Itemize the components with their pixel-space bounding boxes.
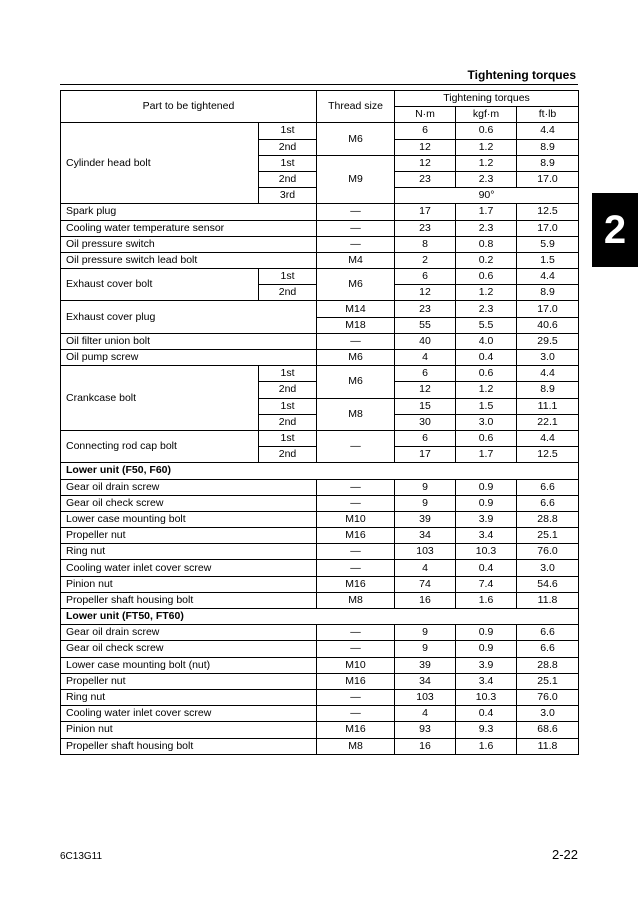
document-code: 6C13G11 [60, 851, 103, 862]
nm-cell: 55 [395, 317, 456, 333]
section-heading: Lower unit (FT50, FT60) [61, 609, 579, 625]
table-row [61, 269, 579, 285]
part-name: Oil pressure switch lead bolt [61, 252, 317, 268]
table-row [61, 511, 579, 527]
nm-cell: 6 [395, 123, 456, 139]
ftlb-cell: 12.5 [517, 204, 579, 220]
nm-cell: 39 [395, 511, 456, 527]
kgfm-cell: 0.9 [456, 495, 517, 511]
nm-cell: 4 [395, 560, 456, 576]
nm-cell: 16 [395, 738, 456, 754]
part-name: Spark plug [61, 204, 317, 220]
part-name: Cooling water inlet cover screw [61, 560, 317, 576]
nm-cell: 23 [395, 301, 456, 317]
part-name: Connecting rod cap bolt [61, 430, 259, 462]
table-row [61, 738, 579, 754]
table-row [61, 366, 579, 382]
part-name: Propeller nut [61, 528, 317, 544]
part-name: Pinion nut [61, 722, 317, 738]
thread-cell: M6 [317, 269, 395, 301]
kgfm-cell: 0.2 [456, 252, 517, 268]
table-row [61, 722, 579, 738]
table-row [61, 544, 579, 560]
step-cell: 1st [259, 269, 317, 285]
step-cell: 2nd [259, 447, 317, 463]
ftlb-cell: 3.0 [517, 560, 579, 576]
kgfm-cell: 3.9 [456, 657, 517, 673]
part-name: Exhaust cover plug [61, 301, 317, 333]
step-cell: 1st [259, 155, 317, 171]
kgfm-cell: 0.4 [456, 560, 517, 576]
kgfm-cell: 3.4 [456, 528, 517, 544]
ftlb-cell: 68.6 [517, 722, 579, 738]
kgfm-cell: 0.4 [456, 350, 517, 366]
nm-cell: 30 [395, 414, 456, 430]
header-rule [60, 84, 578, 85]
kgfm-cell: 3.4 [456, 673, 517, 689]
thread-cell: — [317, 236, 395, 252]
part-name: Lower case mounting bolt (nut) [61, 657, 317, 673]
header-unit-ftlb: ft·lb [517, 107, 579, 123]
nm-cell: 6 [395, 269, 456, 285]
ftlb-cell: 3.0 [517, 706, 579, 722]
header-tightening-torques: Tightening torques [395, 91, 579, 107]
table-row [61, 706, 579, 722]
header-unit-kgfm: kgf·m [456, 107, 517, 123]
angle-cell: 90° [395, 188, 579, 204]
ftlb-cell: 6.6 [517, 495, 579, 511]
part-name: Gear oil drain screw [61, 479, 317, 495]
kgfm-cell: 1.2 [456, 155, 517, 171]
kgfm-cell: 2.3 [456, 171, 517, 187]
ftlb-cell: 8.9 [517, 285, 579, 301]
kgfm-cell: 0.6 [456, 366, 517, 382]
header-part: Part to be tightened [61, 91, 317, 123]
part-name: Cooling water temperature sensor [61, 220, 317, 236]
header-unit-nm: N·m [395, 107, 456, 123]
ftlb-cell: 5.9 [517, 236, 579, 252]
step-cell: 1st [259, 430, 317, 446]
header-thread-size: Thread size [317, 91, 395, 123]
nm-cell: 12 [395, 155, 456, 171]
step-cell: 2nd [259, 414, 317, 430]
part-name: Propeller nut [61, 673, 317, 689]
ftlb-cell: 8.9 [517, 155, 579, 171]
table-row [61, 673, 579, 689]
nm-cell: 23 [395, 171, 456, 187]
thread-cell: — [317, 430, 395, 462]
step-cell: 3rd [259, 188, 317, 204]
thread-cell: M9 [317, 155, 395, 204]
part-name: Cylinder head bolt [61, 123, 259, 204]
ftlb-cell: 29.5 [517, 333, 579, 349]
nm-cell: 39 [395, 657, 456, 673]
thread-cell: M6 [317, 350, 395, 366]
table-row [61, 430, 579, 446]
step-cell: 2nd [259, 285, 317, 301]
nm-cell: 9 [395, 479, 456, 495]
page-header-title: Tightening torques [467, 68, 576, 82]
part-name: Ring nut [61, 689, 317, 705]
nm-cell: 9 [395, 625, 456, 641]
thread-cell: M4 [317, 252, 395, 268]
kgfm-cell: 1.2 [456, 382, 517, 398]
ftlb-cell: 54.6 [517, 576, 579, 592]
ftlb-cell: 11.8 [517, 592, 579, 608]
ftlb-cell: 22.1 [517, 414, 579, 430]
table-row [61, 560, 579, 576]
chapter-tab: 2 [592, 193, 638, 267]
ftlb-cell: 4.4 [517, 366, 579, 382]
ftlb-cell: 28.8 [517, 511, 579, 527]
part-name: Oil pump screw [61, 350, 317, 366]
kgfm-cell: 4.0 [456, 333, 517, 349]
part-name: Oil filter union bolt [61, 333, 317, 349]
nm-cell: 2 [395, 252, 456, 268]
table-row [61, 641, 579, 657]
kgfm-cell: 1.6 [456, 738, 517, 754]
thread-cell: M10 [317, 511, 395, 527]
section-row [61, 609, 579, 625]
nm-cell: 15 [395, 398, 456, 414]
table-row [61, 479, 579, 495]
kgfm-cell: 3.0 [456, 414, 517, 430]
kgfm-cell: 1.7 [456, 447, 517, 463]
thread-cell: M16 [317, 576, 395, 592]
nm-cell: 4 [395, 350, 456, 366]
ftlb-cell: 11.1 [517, 398, 579, 414]
nm-cell: 8 [395, 236, 456, 252]
kgfm-cell: 0.8 [456, 236, 517, 252]
ftlb-cell: 1.5 [517, 252, 579, 268]
step-cell: 1st [259, 366, 317, 382]
part-name: Lower case mounting bolt [61, 511, 317, 527]
thread-cell: — [317, 560, 395, 576]
part-name: Gear oil check screw [61, 641, 317, 657]
step-cell: 2nd [259, 171, 317, 187]
ftlb-cell: 8.9 [517, 139, 579, 155]
table-row [61, 220, 579, 236]
ftlb-cell: 40.6 [517, 317, 579, 333]
kgfm-cell: 3.9 [456, 511, 517, 527]
table-row [61, 528, 579, 544]
thread-cell: M18 [317, 317, 395, 333]
step-cell: 1st [259, 123, 317, 139]
table-row [61, 252, 579, 268]
thread-cell: — [317, 220, 395, 236]
part-name: Ring nut [61, 544, 317, 560]
section-row [61, 463, 579, 479]
kgfm-cell: 1.6 [456, 592, 517, 608]
thread-cell: — [317, 544, 395, 560]
kgfm-cell: 2.3 [456, 301, 517, 317]
thread-cell: M16 [317, 722, 395, 738]
kgfm-cell: 0.4 [456, 706, 517, 722]
kgfm-cell: 10.3 [456, 544, 517, 560]
table-row [61, 236, 579, 252]
nm-cell: 16 [395, 592, 456, 608]
table-row [61, 301, 579, 317]
nm-cell: 74 [395, 576, 456, 592]
ftlb-cell: 12.5 [517, 447, 579, 463]
part-name: Cooling water inlet cover screw [61, 706, 317, 722]
table-row [61, 592, 579, 608]
kgfm-cell: 0.9 [456, 625, 517, 641]
kgfm-cell: 2.3 [456, 220, 517, 236]
nm-cell: 103 [395, 544, 456, 560]
part-name: Propeller shaft housing bolt [61, 592, 317, 608]
step-cell: 1st [259, 398, 317, 414]
thread-cell: — [317, 204, 395, 220]
nm-cell: 93 [395, 722, 456, 738]
thread-cell: M8 [317, 592, 395, 608]
thread-cell: M6 [317, 123, 395, 155]
kgfm-cell: 1.5 [456, 398, 517, 414]
nm-cell: 17 [395, 447, 456, 463]
thread-cell: — [317, 706, 395, 722]
ftlb-cell: 76.0 [517, 689, 579, 705]
thread-cell: — [317, 641, 395, 657]
kgfm-cell: 1.2 [456, 139, 517, 155]
ftlb-cell: 28.8 [517, 657, 579, 673]
nm-cell: 6 [395, 430, 456, 446]
nm-cell: 34 [395, 528, 456, 544]
ftlb-cell: 25.1 [517, 673, 579, 689]
section-heading: Lower unit (F50, F60) [61, 463, 579, 479]
kgfm-cell: 10.3 [456, 689, 517, 705]
part-name: Propeller shaft housing bolt [61, 738, 317, 754]
ftlb-cell: 17.0 [517, 301, 579, 317]
step-cell: 2nd [259, 139, 317, 155]
nm-cell: 34 [395, 673, 456, 689]
ftlb-cell: 11.8 [517, 738, 579, 754]
table-row [61, 333, 579, 349]
ftlb-cell: 17.0 [517, 220, 579, 236]
part-name: Gear oil drain screw [61, 625, 317, 641]
ftlb-cell: 6.6 [517, 641, 579, 657]
table-row [61, 123, 579, 139]
nm-cell: 23 [395, 220, 456, 236]
kgfm-cell: 0.6 [456, 269, 517, 285]
ftlb-cell: 4.4 [517, 269, 579, 285]
step-cell: 2nd [259, 382, 317, 398]
ftlb-cell: 17.0 [517, 171, 579, 187]
thread-cell: — [317, 479, 395, 495]
kgfm-cell: 9.3 [456, 722, 517, 738]
ftlb-cell: 8.9 [517, 382, 579, 398]
torque-table [60, 90, 579, 755]
ftlb-cell: 4.4 [517, 430, 579, 446]
table-row [61, 657, 579, 673]
thread-cell: M14 [317, 301, 395, 317]
thread-cell: — [317, 689, 395, 705]
table-row [61, 625, 579, 641]
part-name: Crankcase bolt [61, 366, 259, 431]
nm-cell: 40 [395, 333, 456, 349]
thread-cell: M16 [317, 528, 395, 544]
nm-cell: 9 [395, 495, 456, 511]
table-row [61, 495, 579, 511]
thread-cell: M8 [317, 738, 395, 754]
thread-cell: — [317, 625, 395, 641]
kgfm-cell: 0.6 [456, 430, 517, 446]
page-number: 2-22 [551, 847, 578, 862]
ftlb-cell: 6.6 [517, 625, 579, 641]
kgfm-cell: 0.9 [456, 479, 517, 495]
nm-cell: 9 [395, 641, 456, 657]
ftlb-cell: 25.1 [517, 528, 579, 544]
thread-cell: — [317, 495, 395, 511]
part-name: Exhaust cover bolt [61, 269, 259, 301]
table-row [61, 576, 579, 592]
table-row [61, 689, 579, 705]
nm-cell: 17 [395, 204, 456, 220]
kgfm-cell: 7.4 [456, 576, 517, 592]
nm-cell: 6 [395, 366, 456, 382]
kgfm-cell: 0.6 [456, 123, 517, 139]
nm-cell: 12 [395, 285, 456, 301]
part-name: Pinion nut [61, 576, 317, 592]
ftlb-cell: 6.6 [517, 479, 579, 495]
thread-cell: M16 [317, 673, 395, 689]
ftlb-cell: 76.0 [517, 544, 579, 560]
ftlb-cell: 4.4 [517, 123, 579, 139]
thread-cell: M6 [317, 366, 395, 398]
nm-cell: 4 [395, 706, 456, 722]
thread-cell: M10 [317, 657, 395, 673]
kgfm-cell: 5.5 [456, 317, 517, 333]
part-name: Gear oil check screw [61, 495, 317, 511]
kgfm-cell: 0.9 [456, 641, 517, 657]
nm-cell: 12 [395, 382, 456, 398]
kgfm-cell: 1.2 [456, 285, 517, 301]
table-row [61, 350, 579, 366]
thread-cell: — [317, 333, 395, 349]
kgfm-cell: 1.7 [456, 204, 517, 220]
nm-cell: 12 [395, 139, 456, 155]
ftlb-cell: 3.0 [517, 350, 579, 366]
table-row [61, 204, 579, 220]
thread-cell: M8 [317, 398, 395, 430]
part-name: Oil pressure switch [61, 236, 317, 252]
nm-cell: 103 [395, 689, 456, 705]
